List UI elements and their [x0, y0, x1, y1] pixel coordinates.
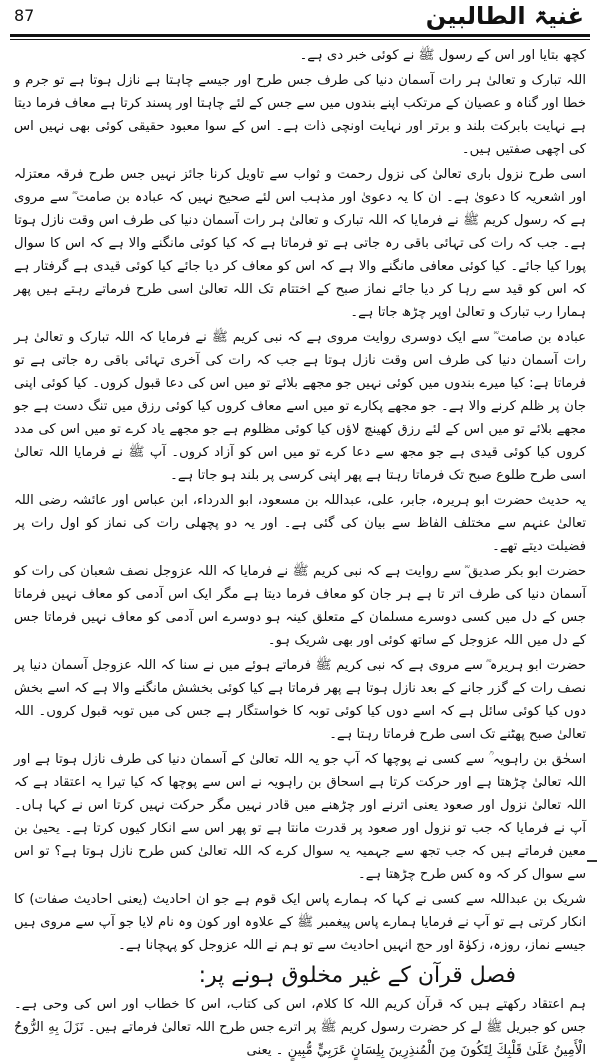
paragraph: یہ حدیث حضرت ابو ہریرہ، جابر، علی، عبداللہ بن مسعود، ابو الدرداء، ابن عباس اور عائشہ رضی اللہ تعالیٰ عنہم سے مختلف الفاظ سے بیان کی گئی ہے۔ اور یہ دو پچھلی رات کی نماز کو اول رات پر فضیلت دیتے تھے۔ [14, 493, 586, 554]
section-heading: فصل قرآن کے غیر مخلوق ہونے پر: [198, 963, 516, 988]
paragraph: حضرت ابو ہریرہ ؓ سے مروی ہے کہ نبی کریم ﷺ فرماتے ہوئے میں نے سنا کہ اللہ عزوجل آسمان دنیا پر نصف رات کے گزر جانے کے بعد نازل ہوتا ہے پھر فرماتا ہے کیا کوئی بخشش مانگنے والا ہے کہ اسے بخش دوں کیا کوئی سائل ہے کہ اسے دوں کیا کوئی توبہ کا خواستگار ہے جس کی میں توبہ قبول کروں۔ اللہ تعالیٰ صبح پھٹنے تک اسی طرح فرماتا رہتا ہے۔ [14, 658, 586, 742]
paragraph: اسی طرح نزول باری تعالیٰ کی نزول رحمت و ثواب سے تاویل کرنا جائز نہیں جس طرح فرقہ معتزلہ اور اشعریہ کا دعویٰ ہے۔ ان کا یہ دعویٰ اور مذہب اس لئے صحیح نہیں کہ عبادہ بن صامت ؓ سے مروی ہے کہ رسول کریم ﷺ نے فرمایا کہ اللہ تبارک و تعالیٰ ہر رات آسمان دنیا کی طرف اس وقت نازل ہوتا ہے۔ جب کہ رات کی تہائی باقی رہ جاتی ہے تو فرماتا ہے کہ کیا کوئی مانگنے والا ہے کہ اس کا سوال پورا کیا جائے۔ کیا کوئی معافی مانگنے والا ہے کہ اس کو معاف کر دیا جائے کیا کوئی قیدی ہے گرفتار ہے کہ اس کو قید سے رہا کر دیا جائے نماز صبح کے اختتام تک اللہ تعالیٰ اسی طرح فرماتے رہتے ہیں پھر ہمارا رب تبارک و تعالیٰ اوپر چڑھ جاتا ہے۔ [14, 167, 586, 320]
book-title: غنیۃ الطالبین [425, 2, 584, 30]
page-body [14, 44, 586, 1058]
page-number: 87 [14, 6, 35, 25]
paragraph: اسحٰق بن راہویہ ؒ سے کسی نے پوچھا کہ آپ جو یہ اللہ تعالیٰ کے آسمان دنیا کی طرف نازل ہوتا ہے اور اللہ تعالیٰ چڑھتا ہے اور حرکت کرتا ہے اسحاق بن راہویہ نے اس سے پوچھا کہ کیا تیرا یہ اعتقاد ہے کہ اللہ تعالیٰ نزول اور صعود یعنی اترنے اور چڑھنے میں قادر نہیں مگر حرکت نہیں کرتا اس نے کہا ہاں۔ آپ نے فرمایا کہ جب تو نزول اور صعود پر قدرت مانتا ہے تو پھر اس سے انکار کیوں کرتا ہے۔ یحییٰ بن معین فرماتے ہیں کہ جب تجھ سے جہمیہ یہ سوال کرے کہ اللہ تعالیٰ کس طرح نازل ہوتا ہے؟ تو اس سے سوال کر کہ وہ کس طرح چڑھتا ہے۔ [14, 752, 586, 882]
paragraph: عبادہ بن صامت ؓ سے ایک دوسری روایت مروی ہے کہ نبی کریم ﷺ نے فرمایا کہ اللہ تبارک و تعالیٰ ہر رات آسمان دنیا کی طرف اس وقت نازل ہوتا ہے جب کہ رات کی آخری تہائی باقی رہ جاتی ہے تو فرماتا ہے: کیا میرے بندوں میں کوئی نہیں جو مجھے بلائے تو میں اس کی دعا قبول کروں۔ کیا کوئی اپنی جان پر ظلم کرنے والا ہے۔ جو مجھے پکارے تو میں اسے معاف کروں کیا کوئی رزق میں تنگ دست ہے جو مجھے بلائے تو میں اس کے لئے رزق کھینچ لاؤں کیا کوئی مظلوم ہے جو مجھے یاد کرے تو میں اس کی مدد کروں کیا کوئی قیدی ہے جو مجھ سے دعا کرے تو میں اس کو آزاد کروں۔ آپ ﷺ نے فرمایا اللہ تعالیٰ اسی طرح طلوع صبح تک فرماتا رہتا ہے پھر اپنی کرسی پر بلند ہو جاتا ہے۔ [14, 330, 586, 483]
paragraph: اللہ تبارک و تعالیٰ ہر رات آسمان دنیا کی طرف جس طرح اور جیسے چاہتا ہے نازل ہوتا ہے تو جرم و خطا اور گناہ و عصیان کے مرتکب اپنے بندوں میں سے جس کے لئے چاہتا اور پسند کرتا ہے معاف فرما دیتا ہے نہایت بابرکت بلند و برتر اور نہایت اونچی ذات ہے۔ اس کے سوا معبود حقیقی کوئی بھی نہیں اس کی اچھی صفتیں ہیں۔ [14, 73, 586, 157]
paragraph: کچھ بتایا اور اس کے رسول ﷺ نے کوئی خبر دی ہے۔ [299, 48, 586, 63]
page-corner-mark [587, 860, 597, 862]
header-rule [10, 34, 590, 37]
header-rule-thin [10, 39, 590, 40]
paragraph: حضرت ابو بکر صدیق ؓ سے روایت ہے کہ نبی کریم ﷺ نے فرمایا کہ اللہ عزوجل نصف شعبان کی رات کو آسمان دنیا کی طرف اتر تا ہے ہر جان کو معاف فرما دیتا ہے مگر ایک اس آدمی کو معاف نہیں فرماتا جس کے دل میں کسی دوسرے مسلمان کے متعلق کینہ ہو دوسرے اس آدمی کو معاف نہیں فرماتا جس کے دل میں اللہ عزوجل کے ساتھ کوئی اور بھی شریک ہو۔ [14, 564, 586, 648]
closing-paragraph: ہم اعتقاد رکھتے ہیں کہ قرآن کریم اللہ کا کلام، اس کی کتاب، اس کا خطاب اور اس کی وحی ہے۔ جس کو جبریل ﷺ لے کر حضرت رسول کریم ﷺ پر اترے جس طرح اللہ تعالیٰ فرماتے ہیں۔ نَزَلَ بِهِ الرُّوحُ الْأَمِينُ عَلَىٰ قَلْبِكَ لِتَكُونَ مِنَ الْمُنذِرِينَ بِلِسَانٍ عَرَبِيٍّ مُّبِينٍ ۔ یعنی [14, 997, 586, 1058]
paragraph: شریک بن عبداللہ سے کسی نے کہا کہ ہمارے پاس ایک قوم ہے جو ان احادیث (یعنی احادیث صفات) کا انکار کرتی ہے تو آپ نے فرمایا ہمارے پاس پیغمبر ﷺ کے علاوہ اور کون وہ نام لایا جو آپ سے مروی ہیں جیسے نماز، روزہ، زکوٰۃ اور حج انہیں احادیث سے تو ہم نے اللہ عزوجل کو پہچانا ہے۔ [14, 892, 586, 953]
